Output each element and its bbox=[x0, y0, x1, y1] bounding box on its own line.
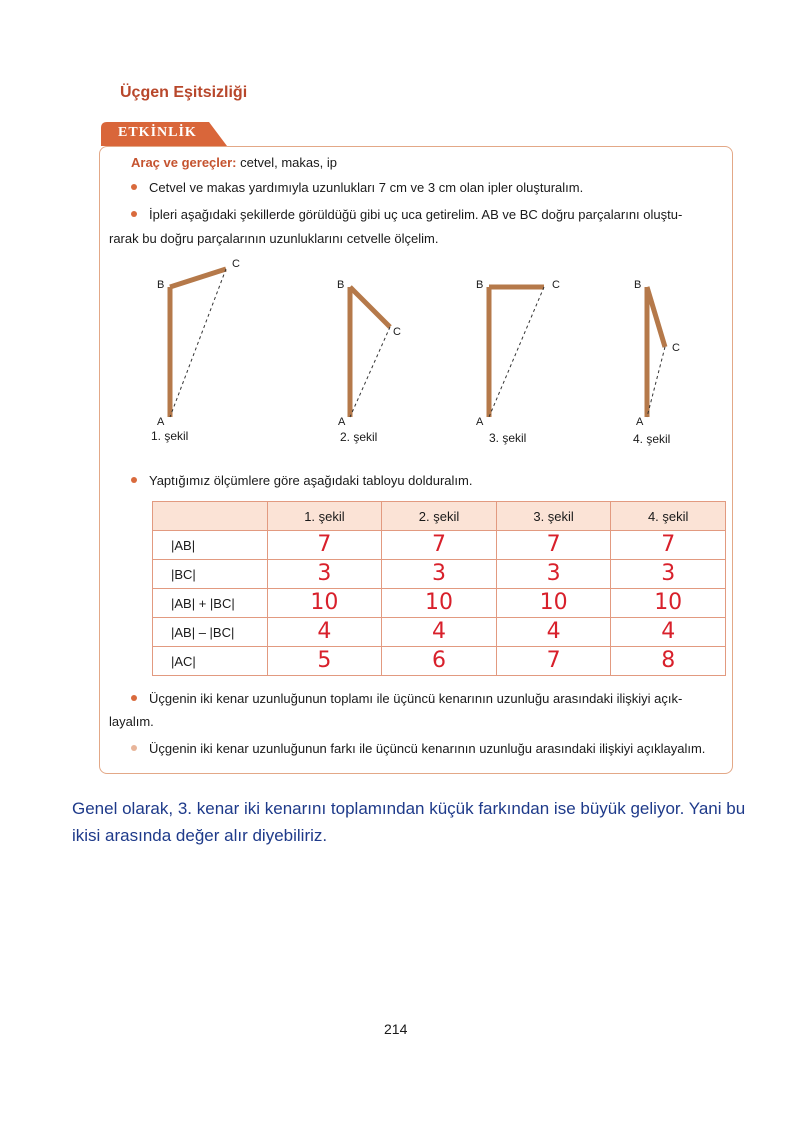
figure-label-1: 1. şekil bbox=[151, 429, 189, 443]
bullet-text-2a: İpleri aşağıdaki şekillerde görüldüğü gibi uç uca getirelim. AB ve BC doğru parçalarını oluştu- bbox=[149, 207, 683, 222]
cell-value: 4 bbox=[661, 619, 676, 644]
activity-tab-label: ETKİNLİK bbox=[118, 125, 197, 140]
figure-3 bbox=[489, 287, 544, 417]
bullet-text-5: Üçgenin iki kenar uzunluğunun farkı ile üçüncü kenarının uzunluğu arasındaki ilişkiyi açıklayalım. bbox=[149, 741, 706, 756]
point-a-3: A bbox=[476, 416, 484, 428]
table-corner-cell bbox=[153, 502, 268, 531]
figure-label-4: 4. şekil bbox=[633, 432, 671, 446]
cell-value: 3 bbox=[432, 561, 446, 586]
table-row bbox=[153, 560, 726, 589]
cell-value: 3 bbox=[317, 561, 332, 586]
cell-value: 10 bbox=[425, 590, 453, 615]
bullet-text-3: Yaptığımız ölçümlere göre aşağıdaki tabloyu dolduralım. bbox=[149, 473, 473, 488]
cell-value: 4 bbox=[317, 619, 332, 644]
cell-value: 6 bbox=[432, 648, 446, 673]
bullet-text-2b: rarak bu doğru parçalarının uzunluklarını cetvelle ölçelim. bbox=[109, 231, 439, 246]
point-b-2: B bbox=[337, 279, 345, 291]
cell-value: 4 bbox=[432, 619, 446, 644]
cell-value: 7 bbox=[661, 532, 676, 557]
figures-illustration bbox=[140, 255, 740, 450]
figure-2 bbox=[350, 287, 390, 417]
column-header-3: 3. şekil bbox=[496, 502, 611, 531]
cell-value: 3 bbox=[546, 561, 561, 586]
bullet-icon bbox=[131, 695, 137, 701]
cell-value: 7 bbox=[546, 532, 561, 557]
column-header-4: 4. şekil bbox=[611, 502, 726, 531]
table-row bbox=[153, 531, 726, 560]
row-label: |AB| bbox=[153, 531, 268, 560]
point-a-2: A bbox=[338, 416, 346, 428]
cell-value: 7 bbox=[432, 532, 446, 557]
handwritten-note: Genel olarak, 3. kenar iki kenarını toplamından küçük farkından ise büyük geliyor. Yani bu ikisi arasında değer alır diyebiliriz. bbox=[72, 799, 746, 845]
point-b-1: B bbox=[157, 279, 165, 291]
bullet-icon bbox=[131, 477, 137, 483]
cell-value: 5 bbox=[317, 648, 332, 673]
cell-value: 8 bbox=[661, 648, 676, 673]
point-c-4: C bbox=[672, 342, 680, 354]
measurements-table bbox=[152, 501, 726, 676]
point-b-4: B bbox=[634, 279, 642, 291]
bullet-icon bbox=[131, 184, 137, 190]
row-label: |AC| bbox=[153, 647, 268, 676]
figure-label-3: 3. şekil bbox=[489, 431, 527, 445]
row-label: |AB| + |BC| bbox=[153, 589, 268, 618]
point-c-1: C bbox=[232, 258, 240, 270]
cell-value: 3 bbox=[661, 561, 676, 586]
row-label: |AB| – |BC| bbox=[153, 618, 268, 647]
bullet-text-4a: Üçgenin iki kenar uzunluğunun toplamı ile üçüncü kenarının uzunluğu arasındaki ilişkiyi açık- bbox=[149, 691, 683, 706]
bullet-text-1: Cetvel ve makas yardımıyla uzunlukları 7 cm ve 3 cm olan ipler oluşturalım. bbox=[149, 180, 584, 195]
row-label: |BC| bbox=[153, 560, 268, 589]
point-a-1: A bbox=[157, 416, 165, 428]
column-header-2: 2. şekil bbox=[382, 502, 497, 531]
table-row bbox=[153, 589, 726, 618]
bullet-text-4b: layalım. bbox=[109, 714, 154, 729]
page-number: 214 bbox=[384, 1021, 408, 1037]
bullet-icon bbox=[131, 211, 137, 217]
point-b-3: B bbox=[476, 279, 484, 291]
table-header-row bbox=[153, 502, 726, 531]
cell-value: 10 bbox=[539, 590, 568, 615]
figure-4 bbox=[647, 287, 665, 417]
materials-label: Araç ve gereçler: bbox=[131, 155, 237, 170]
table-row bbox=[153, 618, 726, 647]
cell-value: 7 bbox=[546, 648, 561, 673]
point-c-3: C bbox=[552, 279, 560, 291]
point-c-2: C bbox=[393, 326, 401, 338]
materials-line bbox=[131, 155, 337, 171]
column-header-1: 1. şekil bbox=[267, 502, 382, 531]
cell-value: 10 bbox=[654, 590, 683, 615]
point-a-4: A bbox=[636, 416, 644, 428]
table-row bbox=[153, 647, 726, 676]
cell-value: 4 bbox=[546, 619, 561, 644]
bullet-icon bbox=[131, 745, 137, 751]
materials-text: cetvel, makas, ip bbox=[240, 155, 337, 170]
figure-label-2: 2. şekil bbox=[340, 430, 378, 444]
figure-1 bbox=[170, 269, 226, 417]
section-title: Üçgen Eşitsizliği bbox=[120, 84, 248, 101]
cell-value: 10 bbox=[310, 590, 339, 615]
cell-value: 7 bbox=[317, 532, 332, 557]
